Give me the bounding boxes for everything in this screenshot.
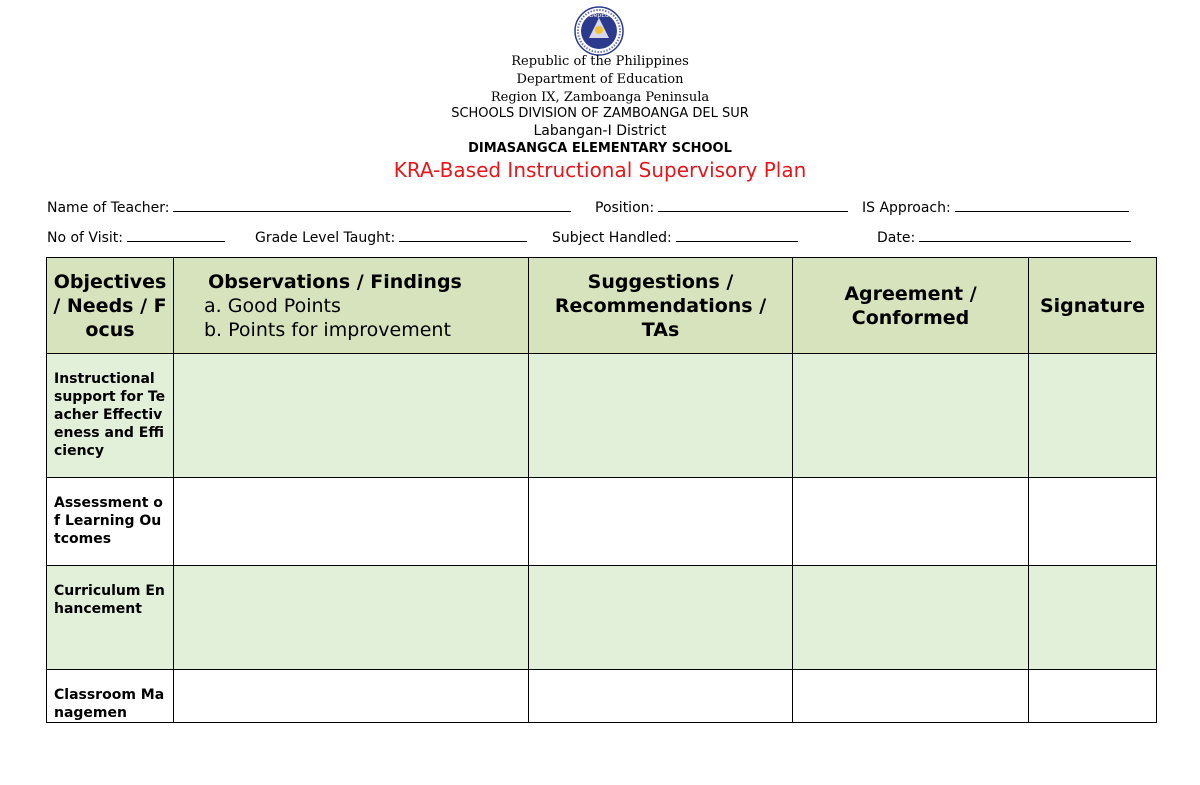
header-republic: Republic of the Philippines — [511, 54, 689, 69]
header-department: Department of Education — [516, 72, 684, 87]
signature-cell[interactable] — [1029, 670, 1157, 723]
grade-level-blank[interactable] — [399, 228, 527, 242]
observations-cell[interactable] — [174, 478, 529, 566]
observations-cell[interactable] — [174, 354, 529, 478]
objective-curriculum: Curriculum Enhancement — [47, 566, 174, 670]
no-of-visit-blank[interactable] — [127, 228, 225, 242]
name-of-teacher-blank[interactable] — [173, 198, 571, 212]
col-header-objectives: Objectives / Needs / Focus — [47, 258, 174, 354]
observations-cell[interactable] — [174, 566, 529, 670]
signature-cell[interactable] — [1029, 354, 1157, 478]
position-blank[interactable] — [658, 198, 848, 212]
agreement-cell[interactable] — [793, 566, 1029, 670]
points-for-improvement-item: b. Points for improvement — [204, 318, 451, 341]
col-header-suggestions: Suggestions / Recommendations / TAs — [529, 258, 793, 354]
is-approach-field[interactable]: IS Approach: — [862, 198, 1129, 216]
header-region: Region IX, Zamboanga Peninsula — [490, 90, 710, 105]
table-row — [47, 566, 1157, 670]
suggestions-cell[interactable] — [529, 566, 793, 670]
table-row — [47, 478, 1157, 566]
document-title: KRA-Based Instructional Supervisory Plan — [393, 158, 807, 182]
header-district: Labangan-I District — [533, 123, 667, 139]
table-row — [47, 670, 1157, 723]
observations-cell[interactable] — [174, 670, 529, 723]
header-division: SCHOOLS DIVISION OF ZAMBOANGA DEL SUR — [451, 106, 749, 121]
good-points-item: a. Good Points — [204, 294, 341, 317]
subject-handled-blank[interactable] — [676, 228, 798, 242]
no-of-visit-field[interactable]: No of Visit: — [47, 228, 225, 246]
agreement-cell[interactable] — [793, 354, 1029, 478]
objective-assessment: Assessment of Learning Outcomes — [47, 478, 174, 566]
col-header-agreement: Agreement / Conformed — [793, 258, 1029, 354]
signature-cell[interactable] — [1029, 566, 1157, 670]
suggestions-cell[interactable] — [529, 478, 793, 566]
date-blank[interactable] — [919, 228, 1131, 242]
svg-text:DepEd: DepEd — [589, 12, 609, 19]
subject-handled-field[interactable]: Subject Handled: — [552, 228, 798, 246]
observations-title: Observations / Findings — [208, 270, 462, 293]
name-of-teacher-field[interactable]: Name of Teacher: — [47, 198, 571, 216]
col-header-observations — [174, 258, 529, 354]
objective-instructional-support: Instructional support for Teacher Effectiveness and Efficiency — [47, 354, 174, 478]
deped-seal-logo — [574, 6, 624, 56]
grade-level-field[interactable]: Grade Level Taught: — [255, 228, 527, 246]
signature-cell[interactable] — [1029, 478, 1157, 566]
table-row — [47, 354, 1157, 478]
supervisory-plan-table — [46, 257, 1157, 723]
is-approach-blank[interactable] — [955, 198, 1129, 212]
suggestions-cell[interactable] — [529, 670, 793, 723]
table-header-row — [47, 258, 1157, 354]
agreement-cell[interactable] — [793, 478, 1029, 566]
objective-classroom: Classroom Managemen — [47, 670, 174, 723]
suggestions-cell[interactable] — [529, 354, 793, 478]
col-header-signature: Signature — [1029, 258, 1157, 354]
header-school: DIMASANGCA ELEMENTARY SCHOOL — [468, 141, 732, 156]
position-field[interactable]: Position: — [595, 198, 848, 216]
agreement-cell[interactable] — [793, 670, 1029, 723]
date-field[interactable]: Date: — [877, 228, 1131, 246]
